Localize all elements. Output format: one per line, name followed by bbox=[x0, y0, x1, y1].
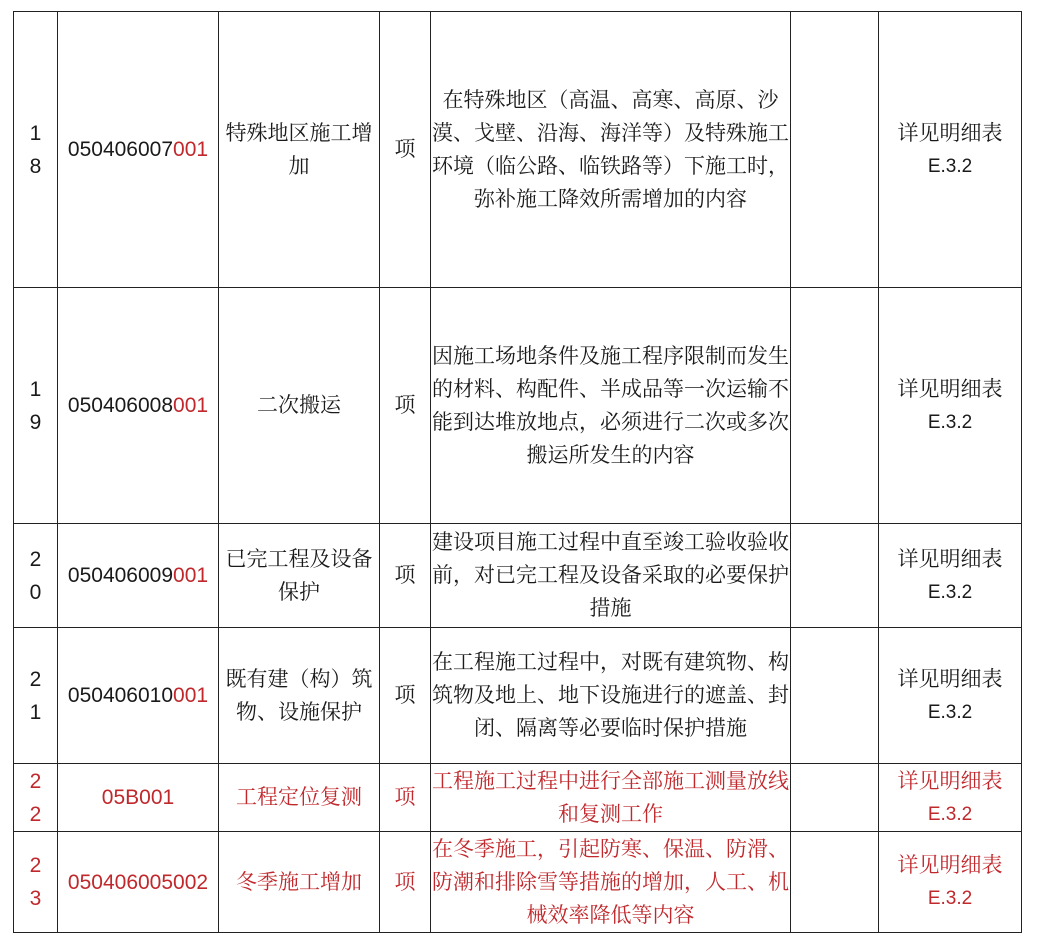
item-code bbox=[58, 764, 219, 832]
code-suffix: 001 bbox=[173, 684, 209, 707]
item-remark bbox=[791, 628, 879, 764]
item-code bbox=[58, 524, 219, 628]
item-remark bbox=[791, 288, 879, 524]
item-code bbox=[58, 628, 219, 764]
item-remark bbox=[791, 524, 879, 628]
item-reference: 详见明细表 E.3.2 bbox=[879, 12, 1022, 288]
item-description: 在特殊地区（高温、高寒、高原、沙漠、戈壁、沿海、海洋等）及特殊施工环境（临公路、临铁路等）下施工时，弥补施工降效所需增加的内容 bbox=[431, 12, 791, 288]
item-description: 在工程施工过程中，对既有建筑物、构筑物及地上、地下设施进行的遮盖、封闭、隔离等必要临时保护措施 bbox=[431, 628, 791, 764]
code-suffix: 001 bbox=[173, 138, 209, 161]
item-name: 冬季施工增加 bbox=[219, 832, 380, 933]
item-unit: 项 bbox=[380, 764, 431, 832]
item-description: 在冬季施工，引起防寒、保温、防滑、防潮和排除雪等措施的增加，人工、机械效率降低等内容 bbox=[431, 832, 791, 933]
item-name: 二次搬运 bbox=[219, 288, 380, 524]
item-remark bbox=[791, 832, 879, 933]
row-number: 2 0 bbox=[14, 524, 58, 628]
code-main: 050406005002 bbox=[67, 870, 209, 894]
code-suffix: 001 bbox=[173, 564, 209, 587]
item-reference: 详见明细表 E.3.2 bbox=[879, 524, 1022, 628]
item-reference: 详见明细表 E.3.2 bbox=[879, 628, 1022, 764]
code-main: 05B001 bbox=[101, 786, 175, 809]
item-name: 特殊地区施工增加 bbox=[219, 12, 380, 288]
item-unit: 项 bbox=[380, 832, 431, 933]
code-main: 050406008 bbox=[67, 394, 174, 417]
item-unit: 项 bbox=[380, 628, 431, 764]
row-number: 1 9 bbox=[14, 288, 58, 524]
item-reference: 详见明细表 E.3.2 bbox=[879, 832, 1022, 933]
item-description: 建设项目施工过程中直至竣工验收验收前，对已完工程及设备采取的必要保护措施 bbox=[431, 524, 791, 628]
code-suffix: 001 bbox=[173, 394, 209, 417]
item-description: 因施工场地条件及施工程序限制而发生的材料、构配件、半成品等一次运输不能到达堆放地点，必须进行二次或多次搬运所发生的内容 bbox=[431, 288, 791, 524]
item-unit: 项 bbox=[380, 288, 431, 524]
code-main: 050406010 bbox=[67, 684, 174, 707]
item-name: 既有建（构）筑物、设施保护 bbox=[219, 628, 380, 764]
item-unit: 项 bbox=[380, 12, 431, 288]
row-number: 2 2 bbox=[14, 764, 58, 832]
item-description: 工程施工过程中进行全部施工测量放线和复测工作 bbox=[431, 764, 791, 832]
item-reference: 详见明细表 E.3.2 bbox=[879, 764, 1022, 832]
item-code bbox=[58, 288, 219, 524]
code-main: 050406009 bbox=[67, 564, 174, 587]
table-row bbox=[14, 288, 1022, 524]
measure-items-table bbox=[13, 11, 1022, 933]
table-row bbox=[14, 12, 1022, 288]
table-row bbox=[14, 764, 1022, 832]
code-main: 050406007 bbox=[67, 138, 174, 161]
table-row bbox=[14, 832, 1022, 933]
item-code bbox=[58, 12, 219, 288]
item-remark bbox=[791, 12, 879, 288]
row-number: 1 8 bbox=[14, 12, 58, 288]
item-name: 工程定位复测 bbox=[219, 764, 380, 832]
row-number: 2 1 bbox=[14, 628, 58, 764]
table-row bbox=[14, 628, 1022, 764]
table-row bbox=[14, 524, 1022, 628]
item-unit: 项 bbox=[380, 524, 431, 628]
item-remark bbox=[791, 764, 879, 832]
item-name: 已完工程及设备保护 bbox=[219, 524, 380, 628]
row-number: 2 3 bbox=[14, 832, 58, 933]
item-reference: 详见明细表 E.3.2 bbox=[879, 288, 1022, 524]
item-code bbox=[58, 832, 219, 933]
